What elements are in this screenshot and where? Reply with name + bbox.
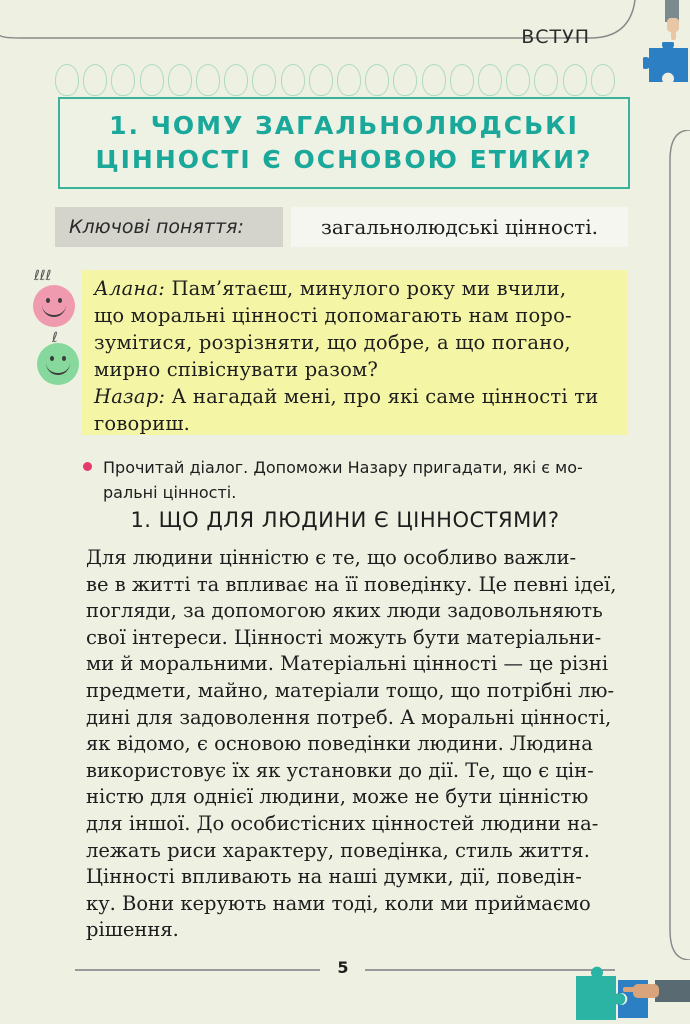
key-concepts-value: загальнолюдські цінності. (291, 207, 628, 247)
lesson-title-line-2: ЦІННОСТІ Є ОСНОВОЮ ЕТИКИ? (95, 145, 593, 174)
task-line: ральні цінності. (103, 483, 237, 502)
girl-smiley-icon (33, 285, 75, 327)
face-sketch-icon (534, 64, 558, 96)
lesson-title-line-1: 1. ЧОМУ ЗАГАЛЬНОЛЮДСЬКІ (109, 111, 579, 140)
dialog-line: мирно співіснувати разом? (94, 358, 379, 381)
face-sketch-icon (168, 64, 192, 96)
face-sketch-icon (55, 64, 79, 96)
face-sketch-icon (506, 64, 530, 96)
dialog-line: А нагадай мені, про які саме цінності ти (165, 385, 599, 408)
boy-smiley-icon (37, 343, 79, 385)
curly-hair-icon: ℓℓℓ (34, 268, 52, 284)
face-sketch-icon (591, 64, 615, 96)
speaker-nazar: Назар: (94, 385, 166, 408)
body-line: рішення. (86, 918, 179, 942)
face-sketch-icon (224, 64, 248, 96)
face-sketch-icon (393, 64, 417, 96)
body-line: лежать риси характеру, поведінка, стиль життя. (86, 838, 590, 862)
page-frame-right (650, 130, 690, 960)
face-sketch-icon (140, 64, 164, 96)
task-item (85, 455, 630, 505)
body-line: свої інтереси. Цінності можуть бути матеріальни- (86, 625, 602, 649)
footer-rule-left (75, 969, 320, 971)
body-line: використовує їх як установки до дії. Те, що є цін- (86, 758, 594, 782)
face-sketch-icon (365, 64, 389, 96)
body-line: ку. Вони керують нами тоді, коли ми приймаємо (86, 891, 591, 915)
face-sketch-icon (252, 64, 276, 96)
puzzle-piece-icon (643, 42, 690, 84)
bullet-icon (83, 462, 92, 471)
dialog-line: зумітися, розрізняти, що добре, а що погано, (94, 331, 571, 354)
dialog-line: говориш. (94, 412, 191, 435)
lesson-title-box (58, 97, 630, 189)
face-sketch-icon (281, 64, 305, 96)
hand-icon (655, 0, 690, 45)
body-line: предмети, майно, матеріали тощо, що потрібні лю- (86, 678, 615, 702)
body-line: для іншої. До особистісних цінностей людини на- (86, 811, 599, 835)
key-concepts-label: Ключові поняття: (55, 207, 283, 247)
face-sketch-icon (196, 64, 220, 96)
subsection-heading: 1. ЩО ДЛЯ ЛЮДИНИ Є ЦІННОСТЯМИ? (130, 508, 560, 532)
body-line: Цінності впливають на наші думки, дії, поведін- (86, 865, 582, 889)
face-sketch-icon (337, 64, 361, 96)
speaker-alana: Алана: (94, 277, 166, 300)
body-line: як відомо, є основою поведінки людини. Людина (86, 732, 593, 756)
body-line: Для людини цінністю є те, що особливо важли- (86, 546, 577, 569)
face-sketch-icon (309, 64, 333, 96)
hair-curl-icon: ℓ (52, 330, 58, 346)
face-sketch-icon (450, 64, 474, 96)
body-line: ми й моральними. Матеріальні цінності — це різні (86, 652, 609, 676)
body-paragraph (86, 545, 631, 944)
decorative-faces-row (55, 64, 615, 98)
face-sketch-icon (478, 64, 502, 96)
face-sketch-icon (563, 64, 587, 96)
body-line: дині для задоволення потреб. А моральні цінності, (86, 705, 612, 729)
task-line: Прочитай діалог. Допоможи Назару пригадати, які є мо- (103, 458, 583, 477)
face-sketch-icon (111, 64, 135, 96)
section-label: ВСТУП (521, 26, 590, 48)
face-sketch-icon (422, 64, 446, 96)
face-sketch-icon (83, 64, 107, 96)
page-number: 5 (337, 958, 349, 977)
key-concepts (55, 207, 628, 247)
body-line: ве в житті та впливає на її поведінку. Це певні ідеї, (86, 572, 617, 596)
body-line: ністю для однієї людини, може не бути цінністю (86, 785, 589, 809)
hand-icon (615, 978, 690, 1006)
body-line: погляди, за допомогою яких люди задовольняють (86, 599, 603, 623)
dialog-line: що моральні цінності допомагають нам поро- (94, 304, 572, 327)
dialog-line: Пам’ятаєш, минулого року ми вчили, (165, 277, 567, 300)
dialog-box (82, 270, 628, 435)
